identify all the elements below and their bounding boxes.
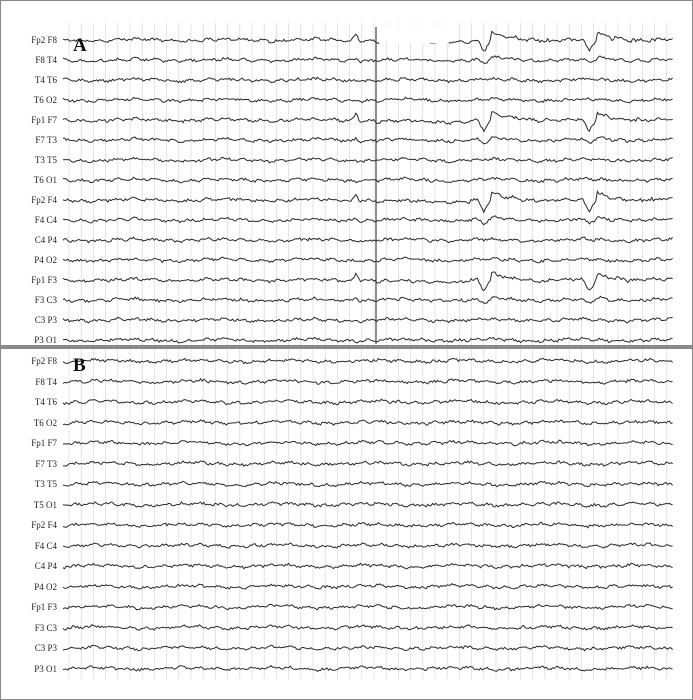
channel-label: F7 T3 bbox=[35, 135, 57, 145]
trace-gap bbox=[379, 25, 449, 43]
channel-label: T6 O1 bbox=[33, 175, 57, 185]
panel-a bbox=[1, 23, 693, 346]
panel-b bbox=[1, 349, 693, 679]
channel-label: T6 O2 bbox=[33, 417, 57, 428]
channel-label: C3 P3 bbox=[34, 315, 57, 325]
channel-label: T5 O1 bbox=[33, 499, 57, 510]
channel-label: C4 P4 bbox=[34, 235, 57, 245]
channel-label: T3 T5 bbox=[34, 155, 57, 165]
channel-label: C3 P3 bbox=[34, 643, 57, 653]
channel-label: Fp1 F3 bbox=[31, 275, 57, 285]
channel-label: Fp1 F7 bbox=[31, 115, 57, 125]
eeg-traces-panel-b bbox=[1, 349, 693, 679]
panel-a-letter: A bbox=[73, 35, 87, 56]
channel-label: T4 T6 bbox=[34, 397, 57, 407]
channel-label: F8 T4 bbox=[35, 376, 57, 387]
channel-label: P4 O2 bbox=[34, 255, 57, 265]
channel-label: P4 O2 bbox=[34, 581, 57, 592]
channel-label: C4 P4 bbox=[34, 561, 57, 571]
channel-label: Fp2 F4 bbox=[31, 195, 57, 205]
panel-b-letter: B bbox=[73, 355, 86, 376]
channel-label: Fp1 F3 bbox=[31, 602, 57, 612]
channel-label: F8 T4 bbox=[35, 55, 57, 65]
channel-label: P3 O1 bbox=[34, 335, 57, 345]
channel-label: T3 T5 bbox=[34, 479, 57, 489]
channel-label: F4 C4 bbox=[34, 215, 57, 225]
channel-label: F3 C3 bbox=[34, 295, 57, 305]
channel-label: F4 C4 bbox=[34, 540, 57, 551]
channel-label: Fp1 F7 bbox=[31, 438, 57, 448]
channel-label: F3 C3 bbox=[34, 622, 57, 633]
channel-label: T4 T6 bbox=[34, 75, 57, 85]
channel-label: F7 T3 bbox=[35, 458, 57, 469]
eeg-traces-panel-a bbox=[1, 23, 693, 346]
channel-label: P3 O1 bbox=[34, 663, 57, 674]
channel-label: Fp2 F4 bbox=[31, 520, 57, 530]
channel-label: Fp2 F8 bbox=[31, 356, 57, 366]
channel-label: Fp2 F8 bbox=[31, 35, 57, 45]
channel-label: T6 O2 bbox=[33, 95, 57, 105]
